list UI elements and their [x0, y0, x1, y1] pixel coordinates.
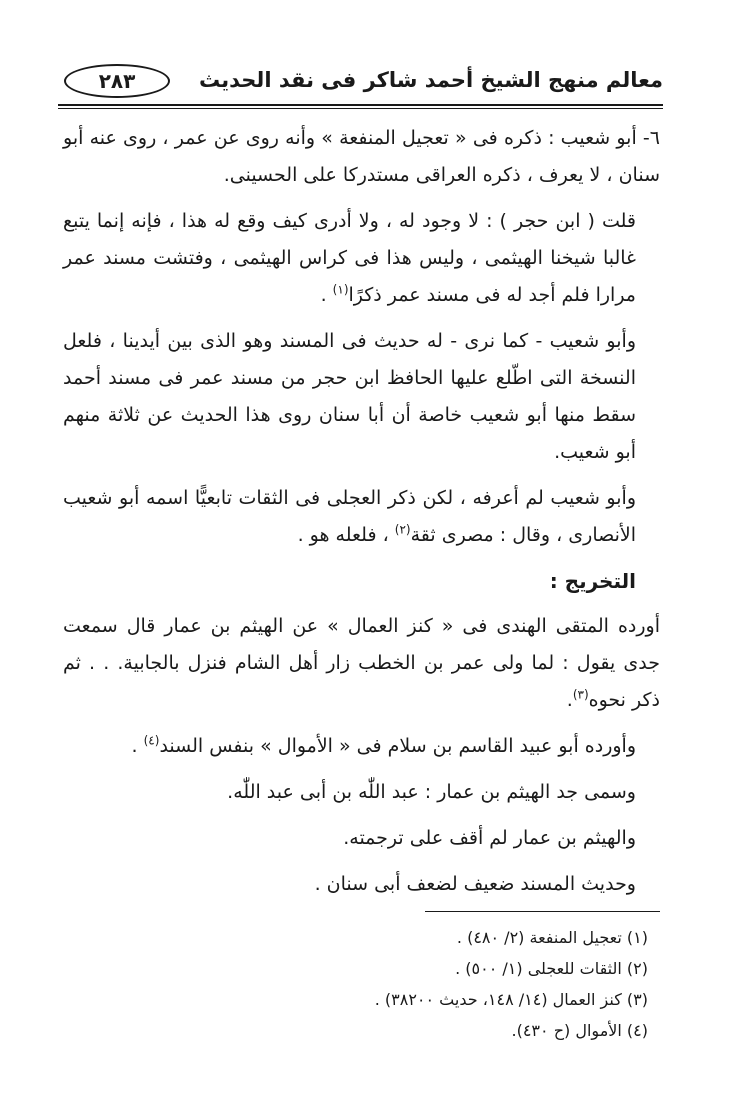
- paragraph-verdict: وحديث المسند ضعيف لضعف أبى سنان .: [314, 873, 636, 895]
- footnote-1: (١) تعجيل المنفعة (٢/ ٤٨٠) .: [456, 928, 648, 947]
- footnote-4: (٤) الأموال (ح ٤٣٠).: [511, 1021, 648, 1040]
- paragraph-amwal: وأورده أبو عبيد القاسم بن سلام فى « الأموال » بنفس السند$^{(٤)}$ .: [131, 733, 636, 757]
- footnote-ref-2[interactable]: (٢): [394, 522, 411, 537]
- main-text: [63, 120, 660, 912]
- header-rule-thin: [58, 108, 663, 109]
- book-title: معالم منهج الشيخ أحمد شاكر فى نقد الحديث: [199, 68, 663, 92]
- paragraph-ijli: وأبو شعيب لم أعرفه ، لكن ذكر العجلى فى الثقات تابعيًّا اسمه أبو شعيب الأنصارى ، وقال : مصرى ثقة$^{(٢)}$ ، فلعله هو .: [63, 487, 636, 546]
- footnote-ref-4[interactable]: (٤): [143, 733, 160, 748]
- running-header: [58, 62, 663, 102]
- paragraph-ibn-hajar: قلت ( ابن حجر ) : لا وجود له ، ولا أدرى كيف وقع له هذا ، فإنه إنما يتبع غالبا شيخنا الهيثمى ، وليس هذا فى كراس الهيثمى ، وفتشت مسند عمر مرارا فلم أجد له فى مسند عمر ذكرًا$^{(١)}$ .: [63, 210, 636, 306]
- footnote-ref-3[interactable]: (٣): [572, 687, 589, 702]
- paragraph-grandfather: وسمى جد الهيثم بن عمار : عبد اللّٰه بن أبى عبد اللّٰه.: [227, 781, 636, 803]
- section-heading-takhrij: التخريج :: [549, 569, 636, 593]
- page-number: ٢٨٣: [64, 64, 170, 98]
- footnote-separator: [425, 911, 660, 912]
- footnotes: [63, 922, 648, 1046]
- paragraph-musnad: وأبو شعيب - كما نرى - له حديث فى المسند وهو الذى بين أيدينا ، فلعل النسخة التى اطّلع عليها الحافظ ابن حجر من مسند عمر فى مسند أحمد سقط منها أبو شعيب خاصة أن أبا سنان روى هذا الحديث عن ثلاثة منهم أبو شعيب.: [63, 330, 636, 463]
- footnote-2: (٢) الثقات للعجلى (١/ ٥٠٠) .: [455, 959, 648, 978]
- paragraph-haytham: والهيثم بن عمار لم أقف على ترجمته.: [343, 827, 636, 849]
- header-rule: [58, 104, 663, 106]
- footnote-ref-1[interactable]: (١): [332, 282, 349, 297]
- footnote-3: (٣) كنز العمال (١٤/ ١٤٨، حديث ٣٨٢٠٠) .: [374, 990, 648, 1009]
- paragraph-abu-shuaib: ٦- أبو شعيب : ذكره فى « تعجيل المنفعة » وأنه روى عن عمر ، روى عنه أبو سنان ، لا يعرف ، ذكره العراقى مستدركا على الحسينى.: [63, 127, 660, 186]
- paragraph-kanz: أورده المتقى الهندى فى « كنز العمال » عن الهيثم بن عمار قال سمعت جدى يقول : لما ولى عمر بن الخطب زار أهل الشام فنزل بالجابية. . . ثم ذكر نحوه$^{(٣)}$.: [63, 615, 660, 711]
